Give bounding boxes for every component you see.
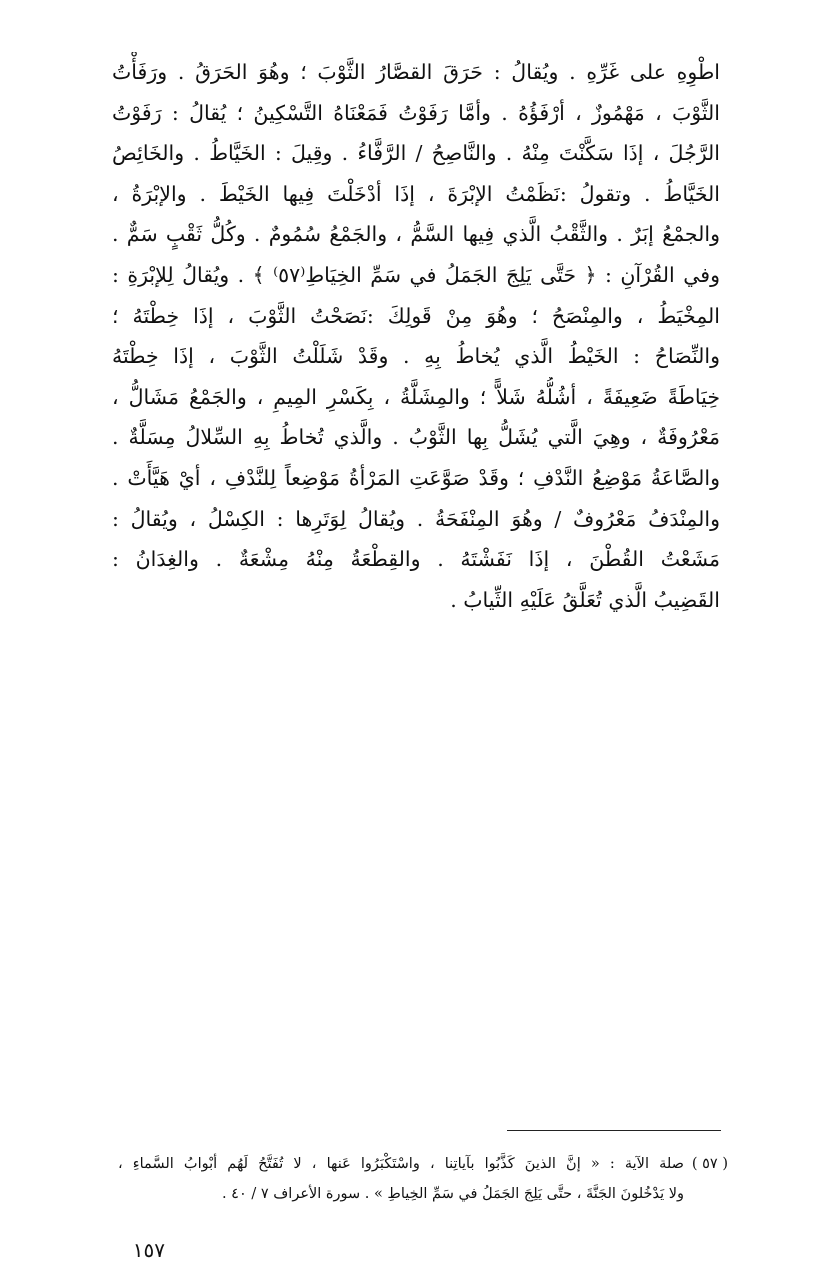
body-line: مَعْرُوفَةٌ ، وهِيَ الَّتي يُشَلُّ بِها الثَّوْبُ . والَّذي تُخاطُ بِهِ السِّلالُ مِسَلَّةٌ . xyxy=(112,425,720,450)
body-line: القَضِيبُ الَّذي تُعَلَّقُ عَلَيْهِ الثِّيابُ . xyxy=(450,587,720,612)
body-line: الرَّجُلَ ، إذَا سَكَّنْتَ مِنْهُ . والنَّاصِحُ / الرَّفَّاءُ . وقِيلَ : الخَيَّاطُ . والخَائِصُ xyxy=(112,141,720,166)
body-line: والنِّصَاحُ : الخَيْطُ الَّذي يُخاطُ بِهِ . وقَدْ شَلَلْتُ الثَّوْبَ ، إذَا خِطْتَهُ xyxy=(112,344,720,369)
body-line: والصَّاعَةُ مَوْضِعُ النَّدْفِ ؛ وقَدْ صَوَّعَتِ المَرْأةُ مَوْضِعاً لِلنَّدْفِ ، أيْ هَيَّأَتْ . xyxy=(112,465,720,490)
footnote xyxy=(118,1149,728,1209)
body-line: وفي القُرْآنِ : ﴿ حَتَّى يَلِجَ الجَمَلُ في سَمِّ الخِيَاطِ⁽٥٧⁾ ﴾ . ويُقالُ لِلإبْرَةِ : xyxy=(112,262,720,287)
page-number: ١٥٧ xyxy=(132,1238,165,1262)
body-line: والجمْعُ إبَرٌ . والثَّقْبُ الَّذي فِيها السَّمُّ ، والجَمْعُ سُمُومٌ . وكُلُّ ثَقْبٍ سَمٌّ . xyxy=(112,222,720,247)
body-line: مَشَعْتُ القُطْنَ ، إذَا نَفَشْتَهُ . والقِطْعَةُ مِنْهُ مِشْعَةٌ . والغِدَانُ : xyxy=(112,547,720,572)
footnote-separator xyxy=(507,1130,721,1131)
body-line: خِيَاطَةً ضَعِيفَةً ، أشُلُّهُ شَلاًّ ؛ والمِشَلَّةُ ، بِكَسْرِ المِيمِ ، والجَمْعُ مَشَالُّ ، xyxy=(112,384,720,409)
footnote-number: ( ٥٧ ) xyxy=(691,1156,728,1172)
body-line: والمِنْدَفُ مَعْرُوفٌ / وهُوَ المِنْفَحَةُ . ويُقالُ لِوَتَرِها : الكِسْلُ ، ويُقالُ : xyxy=(112,506,720,531)
footnote-line: صلة الآية : « إنَّ الذينَ كَذَّبُوا بآياتِنا ، واسْتَكْبَرُوا عَنها ، لا تُفَتَّحُ لَهُم أبْوابُ السَّماءِ ، xyxy=(118,1156,684,1172)
body-line: اطْوِهِ على غَرِّهِ . ويُقالُ : حَرَقَ القصَّارُ الثَّوْبَ ؛ وهُوَ الحَرَقُ . ورَفَأْتُ xyxy=(112,60,720,84)
body-text xyxy=(112,52,720,620)
body-line: الثَّوْبَ ، مَهْمُوزٌ ، أرْفَؤُهُ . وأمَّا رَفَوْتُ فَمَعْنَاهُ التَّسْكِينُ ؛ يُقالُ : رَفَوْتُ xyxy=(112,100,720,125)
footnote-line: ولا يَدْخُلونَ الجَنَّةَ ، حتَّى يَلِجَ الجَمَلُ في سَمِّ الخِياطِ » . سورة الأعراف ٧ / ٤٠ . xyxy=(221,1186,684,1202)
body-line: الخَيَّاطُ . وتقولُ :نَظَمْتُ الإبْرَةَ ، إذَا أدْخَلْتَ فِيها الخَيْطَ . والإبْرَةُ ، xyxy=(112,181,720,206)
body-line: المِخْيَطُ ، والمِنْصَحُ ؛ وهُوَ مِنْ قَولِكَ :نَصَحْتُ الثَّوْبَ ، إذَا خِطْتَهُ ؛ xyxy=(112,303,720,328)
